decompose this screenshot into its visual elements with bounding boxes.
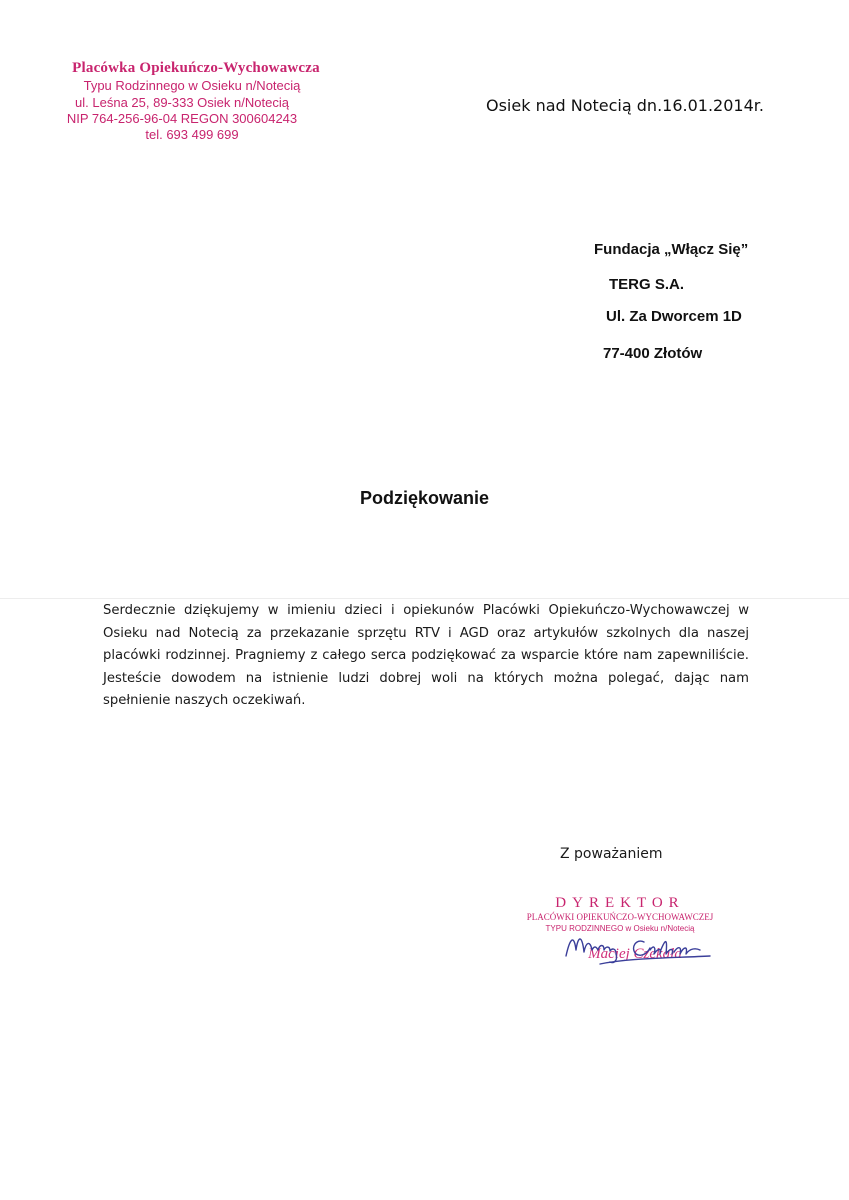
recipient-line: 77-400 Złotów <box>603 345 703 362</box>
closing-phrase: Z poważaniem <box>560 846 663 862</box>
letter-heading-text: Podziękowanie <box>359 488 490 508</box>
sender-stamp-line: NIP 764-256-96-04 REGON 300604243 <box>66 111 298 126</box>
director-stamp-title: DYREKTOR <box>555 895 685 911</box>
recipient-line: TERG S.A. <box>609 276 685 293</box>
sender-stamp-line: ul. Leśna 25, 89-333 Osiek n/Notecią <box>75 95 289 110</box>
sender-stamp-line: Typu Rodzinnego w Osieku n/Notecią <box>83 78 301 93</box>
director-stamp-line: TYPU RODZINNEGO w Osieku n/Notecią <box>545 924 695 933</box>
date-line: Osiek nad Notecią dn.16.01.2014r. <box>486 96 764 115</box>
sender-stamp-line: tel. 693 499 699 <box>145 127 239 142</box>
scan-artifact-line <box>0 598 849 599</box>
letter-heading <box>0 488 849 509</box>
director-stamp-line: PLACÓWKI OPIEKUŃCZO-WYCHOWAWCZEJ <box>526 912 714 922</box>
recipient-line: Ul. Za Dworcem 1D <box>606 308 742 325</box>
letter-body <box>103 600 749 713</box>
recipient-line: Fundacja „Włącz Się” <box>594 241 749 258</box>
letter-body-paragraph: Serdecznie dziękujemy w imieniu dzieci i opiekunów Placówki Opiekuńczo-Wychowawczej w Osieku nad Notecią za przekazanie sprzętu RTV i AGD oraz artykułów szkolnych dla naszej placówki rodzinnej. Pragniemy z całego serca podziękować za wsparcie które nam zapewniliście. Jesteście dowodem na istnienie ludzi dobrej woli na których można polegać, dając nam spełnienie naszych oczekiwań. <box>103 603 749 708</box>
handwritten-signature <box>560 920 720 970</box>
sender-stamp-title: Placówka Opiekuńczo-Wychowawcza <box>72 60 320 76</box>
director-stamp-name: Maciej Czekała <box>588 946 682 962</box>
